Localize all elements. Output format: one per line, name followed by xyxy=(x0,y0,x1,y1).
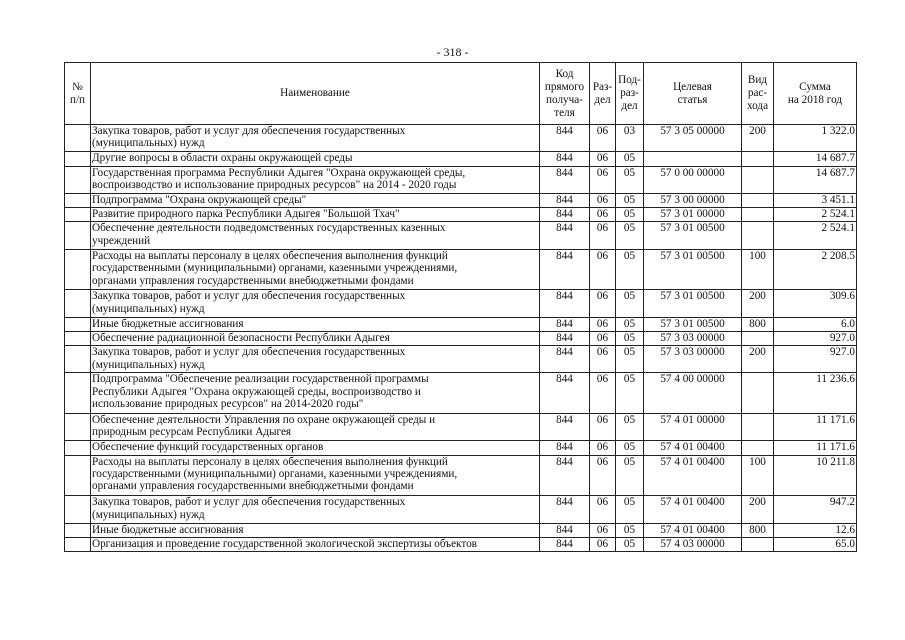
cell-target-article: 57 3 03 00000 xyxy=(644,346,742,373)
name-line: Иные бюджетные ассигнования xyxy=(92,317,244,330)
cell-expense-type xyxy=(742,152,774,166)
cell-subsection: 05 xyxy=(616,331,644,345)
name-line: Иные бюджетные ассигнования xyxy=(92,523,244,536)
cell-recipient-code: 844 xyxy=(540,496,590,523)
table-row xyxy=(65,523,857,537)
cell-name xyxy=(91,317,540,331)
table-row xyxy=(65,193,857,207)
cell-name xyxy=(91,152,540,166)
cell-subsection: 05 xyxy=(616,441,644,455)
cell-recipient-code: 844 xyxy=(540,455,590,496)
cell-target-article: 57 4 01 00400 xyxy=(644,496,742,523)
name-line: Расходы на выплаты персоналу в целях обеспечения выполнения функций xyxy=(92,249,448,262)
cell-section: 06 xyxy=(590,537,616,551)
cell-sum: 2 208.5 xyxy=(774,249,857,290)
table-row xyxy=(65,414,857,441)
cell-subsection: 05 xyxy=(616,346,644,373)
cell-recipient-code: 844 xyxy=(540,208,590,222)
cell-number xyxy=(65,414,91,441)
cell-target-article: 57 3 03 00000 xyxy=(644,331,742,345)
table-body xyxy=(65,125,857,552)
table-row xyxy=(65,249,857,290)
cell-subsection: 05 xyxy=(616,290,644,317)
cell-section: 06 xyxy=(590,290,616,317)
cell-subsection: 05 xyxy=(616,222,644,249)
cell-expense-type xyxy=(742,441,774,455)
cell-section: 06 xyxy=(590,222,616,249)
cell-section: 06 xyxy=(590,523,616,537)
cell-expense-type: 200 xyxy=(742,290,774,317)
cell-sum: 14 687.7 xyxy=(774,152,857,166)
cell-expense-type: 200 xyxy=(742,496,774,523)
table-row xyxy=(65,331,857,345)
cell-section: 06 xyxy=(590,441,616,455)
table-row xyxy=(65,208,857,222)
cell-subsection: 05 xyxy=(616,317,644,331)
cell-expense-type xyxy=(742,414,774,441)
cell-number xyxy=(65,441,91,455)
cell-target-article: 57 4 01 00000 xyxy=(644,414,742,441)
table-row xyxy=(65,346,857,373)
header-number: № п/п xyxy=(65,63,91,125)
cell-sum: 947.2 xyxy=(774,496,857,523)
name-line: Республики Адыгея "Охрана окружающей среды, воспроизводство и xyxy=(92,385,421,398)
name-line: использование природных ресурсов" на 2014-2020 годы" xyxy=(92,398,364,411)
cell-number xyxy=(65,331,91,345)
table-row xyxy=(65,125,857,152)
cell-target-article: 57 3 00 00000 xyxy=(644,193,742,207)
cell-name xyxy=(91,125,540,152)
cell-target-article: 57 4 00 00000 xyxy=(644,373,742,414)
cell-section: 06 xyxy=(590,346,616,373)
cell-target-article xyxy=(644,152,742,166)
cell-expense-type: 800 xyxy=(742,317,774,331)
cell-expense-type: 200 xyxy=(742,346,774,373)
name-line: Обеспечение функций государственных органов xyxy=(92,441,324,454)
name-line: Обеспечение радиационной безопасности Республики Адыгея xyxy=(92,331,390,344)
name-line: Развитие природного парка Республики Адыгея "Большой Тхач" xyxy=(92,208,400,221)
cell-expense-type: 800 xyxy=(742,523,774,537)
cell-expense-type xyxy=(742,331,774,345)
name-line: Закупка товаров, работ и услуг для обеспечения государственных xyxy=(92,125,406,137)
cell-number xyxy=(65,455,91,496)
cell-name xyxy=(91,249,540,290)
cell-sum: 2 524.1 xyxy=(774,222,857,249)
cell-subsection: 03 xyxy=(616,125,644,152)
cell-name xyxy=(91,208,540,222)
name-line: Обеспечение деятельности Управления по охране окружающей среды и xyxy=(92,414,436,427)
cell-name xyxy=(91,346,540,373)
name-line: Подпрограмма "Обеспечение реализации государственной программы xyxy=(92,373,429,386)
cell-subsection: 05 xyxy=(616,373,644,414)
name-line: (муниципальных) нужд xyxy=(92,508,205,521)
cell-sum: 927.0 xyxy=(774,346,857,373)
cell-sum: 12.6 xyxy=(774,523,857,537)
cell-expense-type xyxy=(742,222,774,249)
cell-target-article: 57 3 01 00500 xyxy=(644,317,742,331)
cell-expense-type xyxy=(742,166,774,193)
cell-subsection: 05 xyxy=(616,414,644,441)
name-line: Другие вопросы в области охраны окружающей среды xyxy=(92,152,353,165)
name-line: воспроизводство и использование природных ресурсов" на 2014 - 2020 годы xyxy=(92,178,457,191)
cell-name xyxy=(91,496,540,523)
header-recipient-code: Код прямого получа- теля xyxy=(540,63,590,125)
cell-recipient-code: 844 xyxy=(540,249,590,290)
cell-section: 06 xyxy=(590,317,616,331)
table-row xyxy=(65,317,857,331)
cell-recipient-code: 844 xyxy=(540,125,590,152)
cell-sum: 6.0 xyxy=(774,317,857,331)
header-sum-2018: Сумма на 2018 год xyxy=(774,63,857,125)
cell-name xyxy=(91,455,540,496)
cell-section: 06 xyxy=(590,249,616,290)
cell-section: 06 xyxy=(590,496,616,523)
name-line: Обеспечение деятельности подведомственных государственных казенных xyxy=(92,222,446,235)
name-line: (муниципальных) нужд xyxy=(92,358,205,371)
cell-number xyxy=(65,496,91,523)
cell-number xyxy=(65,166,91,193)
cell-subsection: 05 xyxy=(616,496,644,523)
cell-recipient-code: 844 xyxy=(540,523,590,537)
cell-number xyxy=(65,193,91,207)
cell-expense-type xyxy=(742,537,774,551)
name-line: Закупка товаров, работ и услуг для обеспечения государственных xyxy=(92,346,406,359)
cell-section: 06 xyxy=(590,193,616,207)
cell-sum: 309.6 xyxy=(774,290,857,317)
cell-subsection: 05 xyxy=(616,455,644,496)
cell-section: 06 xyxy=(590,125,616,152)
cell-subsection: 05 xyxy=(616,249,644,290)
header-section: Раз- дел xyxy=(590,63,616,125)
table-row xyxy=(65,496,857,523)
name-line: государственными (муниципальными) органами, казенными учреждениями, xyxy=(92,262,458,275)
cell-target-article: 57 3 01 00500 xyxy=(644,290,742,317)
header-subsection: Под- раз- дел xyxy=(616,63,644,125)
cell-subsection: 05 xyxy=(616,193,644,207)
cell-sum: 11 171.6 xyxy=(774,414,857,441)
cell-expense-type: 100 xyxy=(742,455,774,496)
cell-recipient-code: 844 xyxy=(540,373,590,414)
table-row xyxy=(65,222,857,249)
name-line: государственными (муниципальными) органами, казенными учреждениями, xyxy=(92,468,458,481)
table-row xyxy=(65,441,857,455)
name-line: Подпрограмма "Охрана окружающей среды" xyxy=(92,193,307,206)
cell-name xyxy=(91,166,540,193)
cell-number xyxy=(65,249,91,290)
cell-sum: 14 687.7 xyxy=(774,166,857,193)
cell-recipient-code: 844 xyxy=(540,166,590,193)
cell-name xyxy=(91,537,540,551)
cell-expense-type xyxy=(742,208,774,222)
cell-name xyxy=(91,222,540,249)
cell-expense-type xyxy=(742,193,774,207)
header-expense-type: Вид рас- хода xyxy=(742,63,774,125)
cell-recipient-code: 844 xyxy=(540,414,590,441)
name-line: органами управления государственными внебюджетными фондами xyxy=(92,480,414,493)
name-line: (муниципальных) нужд xyxy=(92,302,205,315)
cell-target-article: 57 3 01 00000 xyxy=(644,208,742,222)
table-row xyxy=(65,290,857,317)
cell-target-article: 57 3 05 00000 xyxy=(644,125,742,152)
cell-target-article: 57 3 01 00500 xyxy=(644,222,742,249)
cell-section: 06 xyxy=(590,208,616,222)
cell-number xyxy=(65,208,91,222)
cell-name xyxy=(91,193,540,207)
name-line: Закупка товаров, работ и услуг для обеспечения государственных xyxy=(92,290,406,303)
cell-target-article: 57 4 01 00400 xyxy=(644,441,742,455)
cell-number xyxy=(65,152,91,166)
cell-name xyxy=(91,523,540,537)
name-line: Государственная программа Республики Адыгея "Охрана окружающей среды, xyxy=(92,166,466,179)
table-row xyxy=(65,152,857,166)
cell-number xyxy=(65,537,91,551)
name-line: органами управления государственными внебюджетными фондами xyxy=(92,274,414,287)
name-line: Организация и проведение государственной экологической экспертизы объектов xyxy=(92,537,477,550)
cell-section: 06 xyxy=(590,166,616,193)
cell-target-article: 57 4 01 00400 xyxy=(644,523,742,537)
cell-recipient-code: 844 xyxy=(540,290,590,317)
cell-expense-type: 200 xyxy=(742,125,774,152)
cell-target-article: 57 4 01 00400 xyxy=(644,455,742,496)
cell-expense-type xyxy=(742,373,774,414)
name-line: (муниципальных) нужд xyxy=(92,137,205,150)
table-row xyxy=(65,537,857,551)
header-target-article: Целевая статья xyxy=(644,63,742,125)
cell-recipient-code: 844 xyxy=(540,331,590,345)
cell-expense-type: 100 xyxy=(742,249,774,290)
table-header xyxy=(65,63,857,125)
cell-number xyxy=(65,523,91,537)
cell-recipient-code: 844 xyxy=(540,152,590,166)
cell-section: 06 xyxy=(590,331,616,345)
cell-recipient-code: 844 xyxy=(540,317,590,331)
cell-subsection: 05 xyxy=(616,208,644,222)
cell-sum: 1 322.0 xyxy=(774,125,857,152)
cell-recipient-code: 844 xyxy=(540,346,590,373)
budget-table xyxy=(64,62,857,552)
cell-target-article: 57 4 03 00000 xyxy=(644,537,742,551)
cell-number xyxy=(65,222,91,249)
cell-subsection: 05 xyxy=(616,152,644,166)
cell-number xyxy=(65,125,91,152)
cell-recipient-code: 844 xyxy=(540,193,590,207)
cell-sum: 10 211.8 xyxy=(774,455,857,496)
cell-number xyxy=(65,290,91,317)
name-line: учреждений xyxy=(92,234,151,247)
cell-subsection: 05 xyxy=(616,523,644,537)
cell-sum: 3 451.1 xyxy=(774,193,857,207)
cell-subsection: 05 xyxy=(616,537,644,551)
cell-recipient-code: 844 xyxy=(540,537,590,551)
name-line: Расходы на выплаты персоналу в целях обеспечения выполнения функций xyxy=(92,455,448,468)
header-name: Наименование xyxy=(91,63,540,125)
cell-name xyxy=(91,414,540,441)
cell-sum: 2 524.1 xyxy=(774,208,857,222)
cell-section: 06 xyxy=(590,414,616,441)
cell-recipient-code: 844 xyxy=(540,441,590,455)
table-row xyxy=(65,166,857,193)
cell-number xyxy=(65,346,91,373)
cell-sum: 927.0 xyxy=(774,331,857,345)
cell-subsection: 05 xyxy=(616,166,644,193)
cell-sum: 11 236.6 xyxy=(774,373,857,414)
cell-section: 06 xyxy=(590,373,616,414)
cell-name xyxy=(91,373,540,414)
table-row xyxy=(65,373,857,414)
name-line: природным ресурсам Республики Адыгея xyxy=(92,426,292,439)
cell-section: 06 xyxy=(590,455,616,496)
cell-section: 06 xyxy=(590,152,616,166)
cell-number xyxy=(65,373,91,414)
cell-number xyxy=(65,317,91,331)
cell-target-article: 57 0 00 00000 xyxy=(644,166,742,193)
cell-sum: 65.0 xyxy=(774,537,857,551)
cell-target-article: 57 3 01 00500 xyxy=(644,249,742,290)
cell-name xyxy=(91,441,540,455)
name-line: Закупка товаров, работ и услуг для обеспечения государственных xyxy=(92,496,406,509)
cell-recipient-code: 844 xyxy=(540,222,590,249)
cell-name xyxy=(91,290,540,317)
cell-sum: 11 171.6 xyxy=(774,441,857,455)
page-number: - 318 - xyxy=(436,45,469,59)
cell-name xyxy=(91,331,540,345)
table-row xyxy=(65,455,857,496)
